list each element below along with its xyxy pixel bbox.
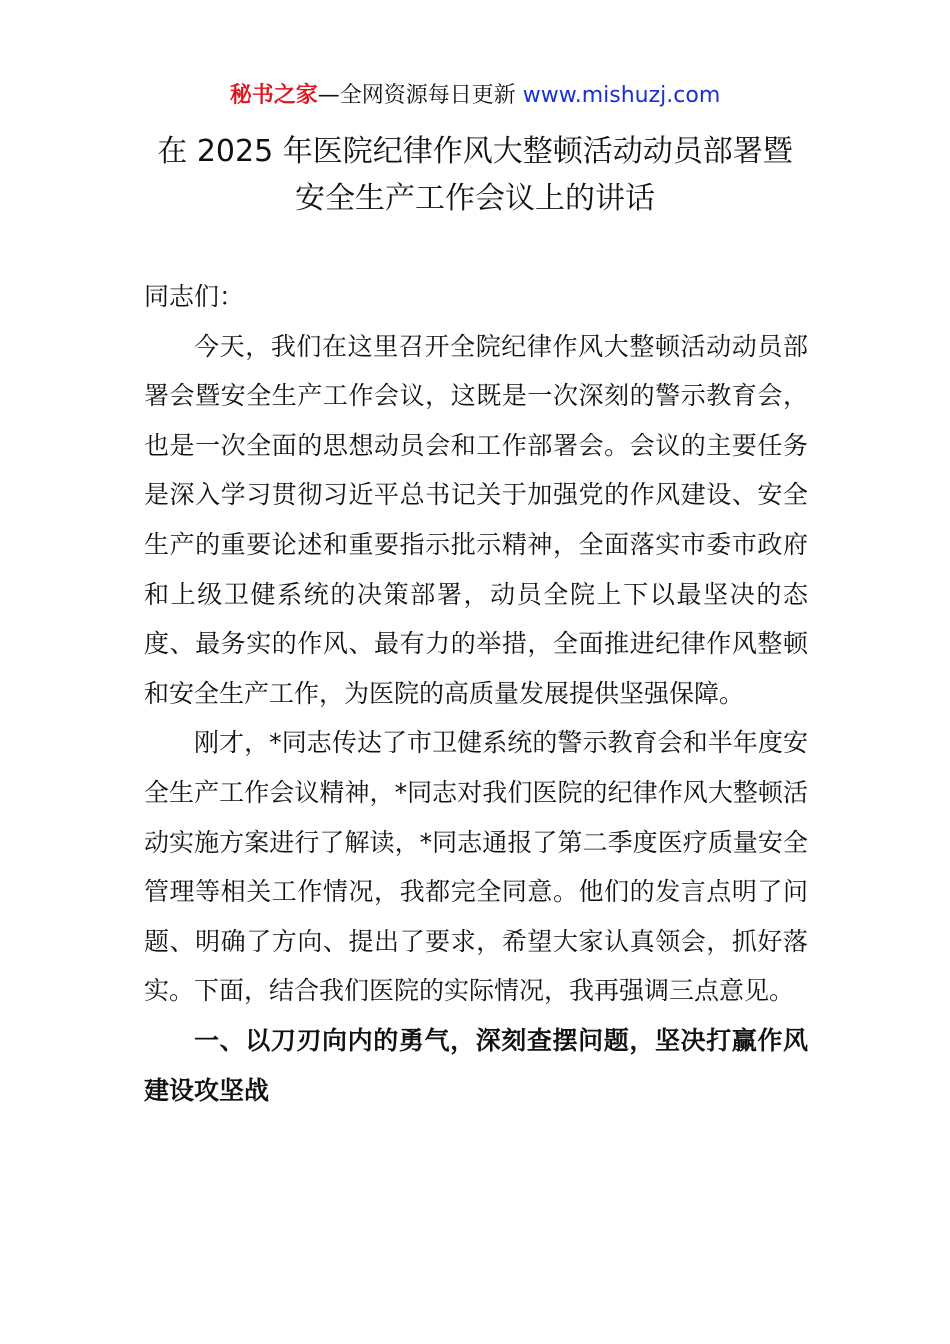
title-line-1: 在 2025 年医院纪律作风大整顿活动动员部署暨: [157, 134, 793, 169]
paragraph-2: 刚才，*同志传达了市卫健系统的警示教育会和半年度安全生产工作会议精神，*同志对我们医院的纪律作风大整顿活动实施方案进行了解读，*同志通报了第二季度医疗质量安全管理等相关工作情况，我都完全同意。他们的发言点明了问题、明确了方向、提出了要求，希望大家认真领会，抓好落实。下面，结合我们医院的实际情况，我再强调三点意见。: [144, 728, 808, 1006]
brand-name: 秘书之家: [229, 83, 318, 108]
document-title: [60, 128, 890, 222]
header-tagline: —全网资源每日更新: [317, 83, 523, 108]
section-heading-1: 一、以刀刃向内的勇气，深刻查摆问题，坚决打赢作风建设攻坚战: [144, 1025, 808, 1105]
paragraph-1: 今天，我们在这里召开全院纪律作风大整顿活动动员部署会暨安全生产工作会议，这既是一次深刻的警示教育会，也是一次全面的思想动员会和工作部署会。会议的主要任务是深入学习贯彻习近平总书记关于加强党的作风建设、安全生产的重要论述和重要指示批示精神，全面落实市委市政府和上级卫健系统的决策部署，动员全院上下以最坚决的态度、最务实的作风、最有力的举措，全面推进纪律作风整顿和安全生产工作，为医院的高质量发展提供坚强保障。: [144, 331, 808, 708]
site-header: [0, 82, 950, 110]
salutation: 同志们：: [144, 282, 245, 311]
title-line-2: 安全生产工作会议上的讲话: [295, 181, 655, 216]
document-body: [144, 272, 808, 1115]
site-url[interactable]: www.mishuzj.com: [522, 83, 721, 108]
